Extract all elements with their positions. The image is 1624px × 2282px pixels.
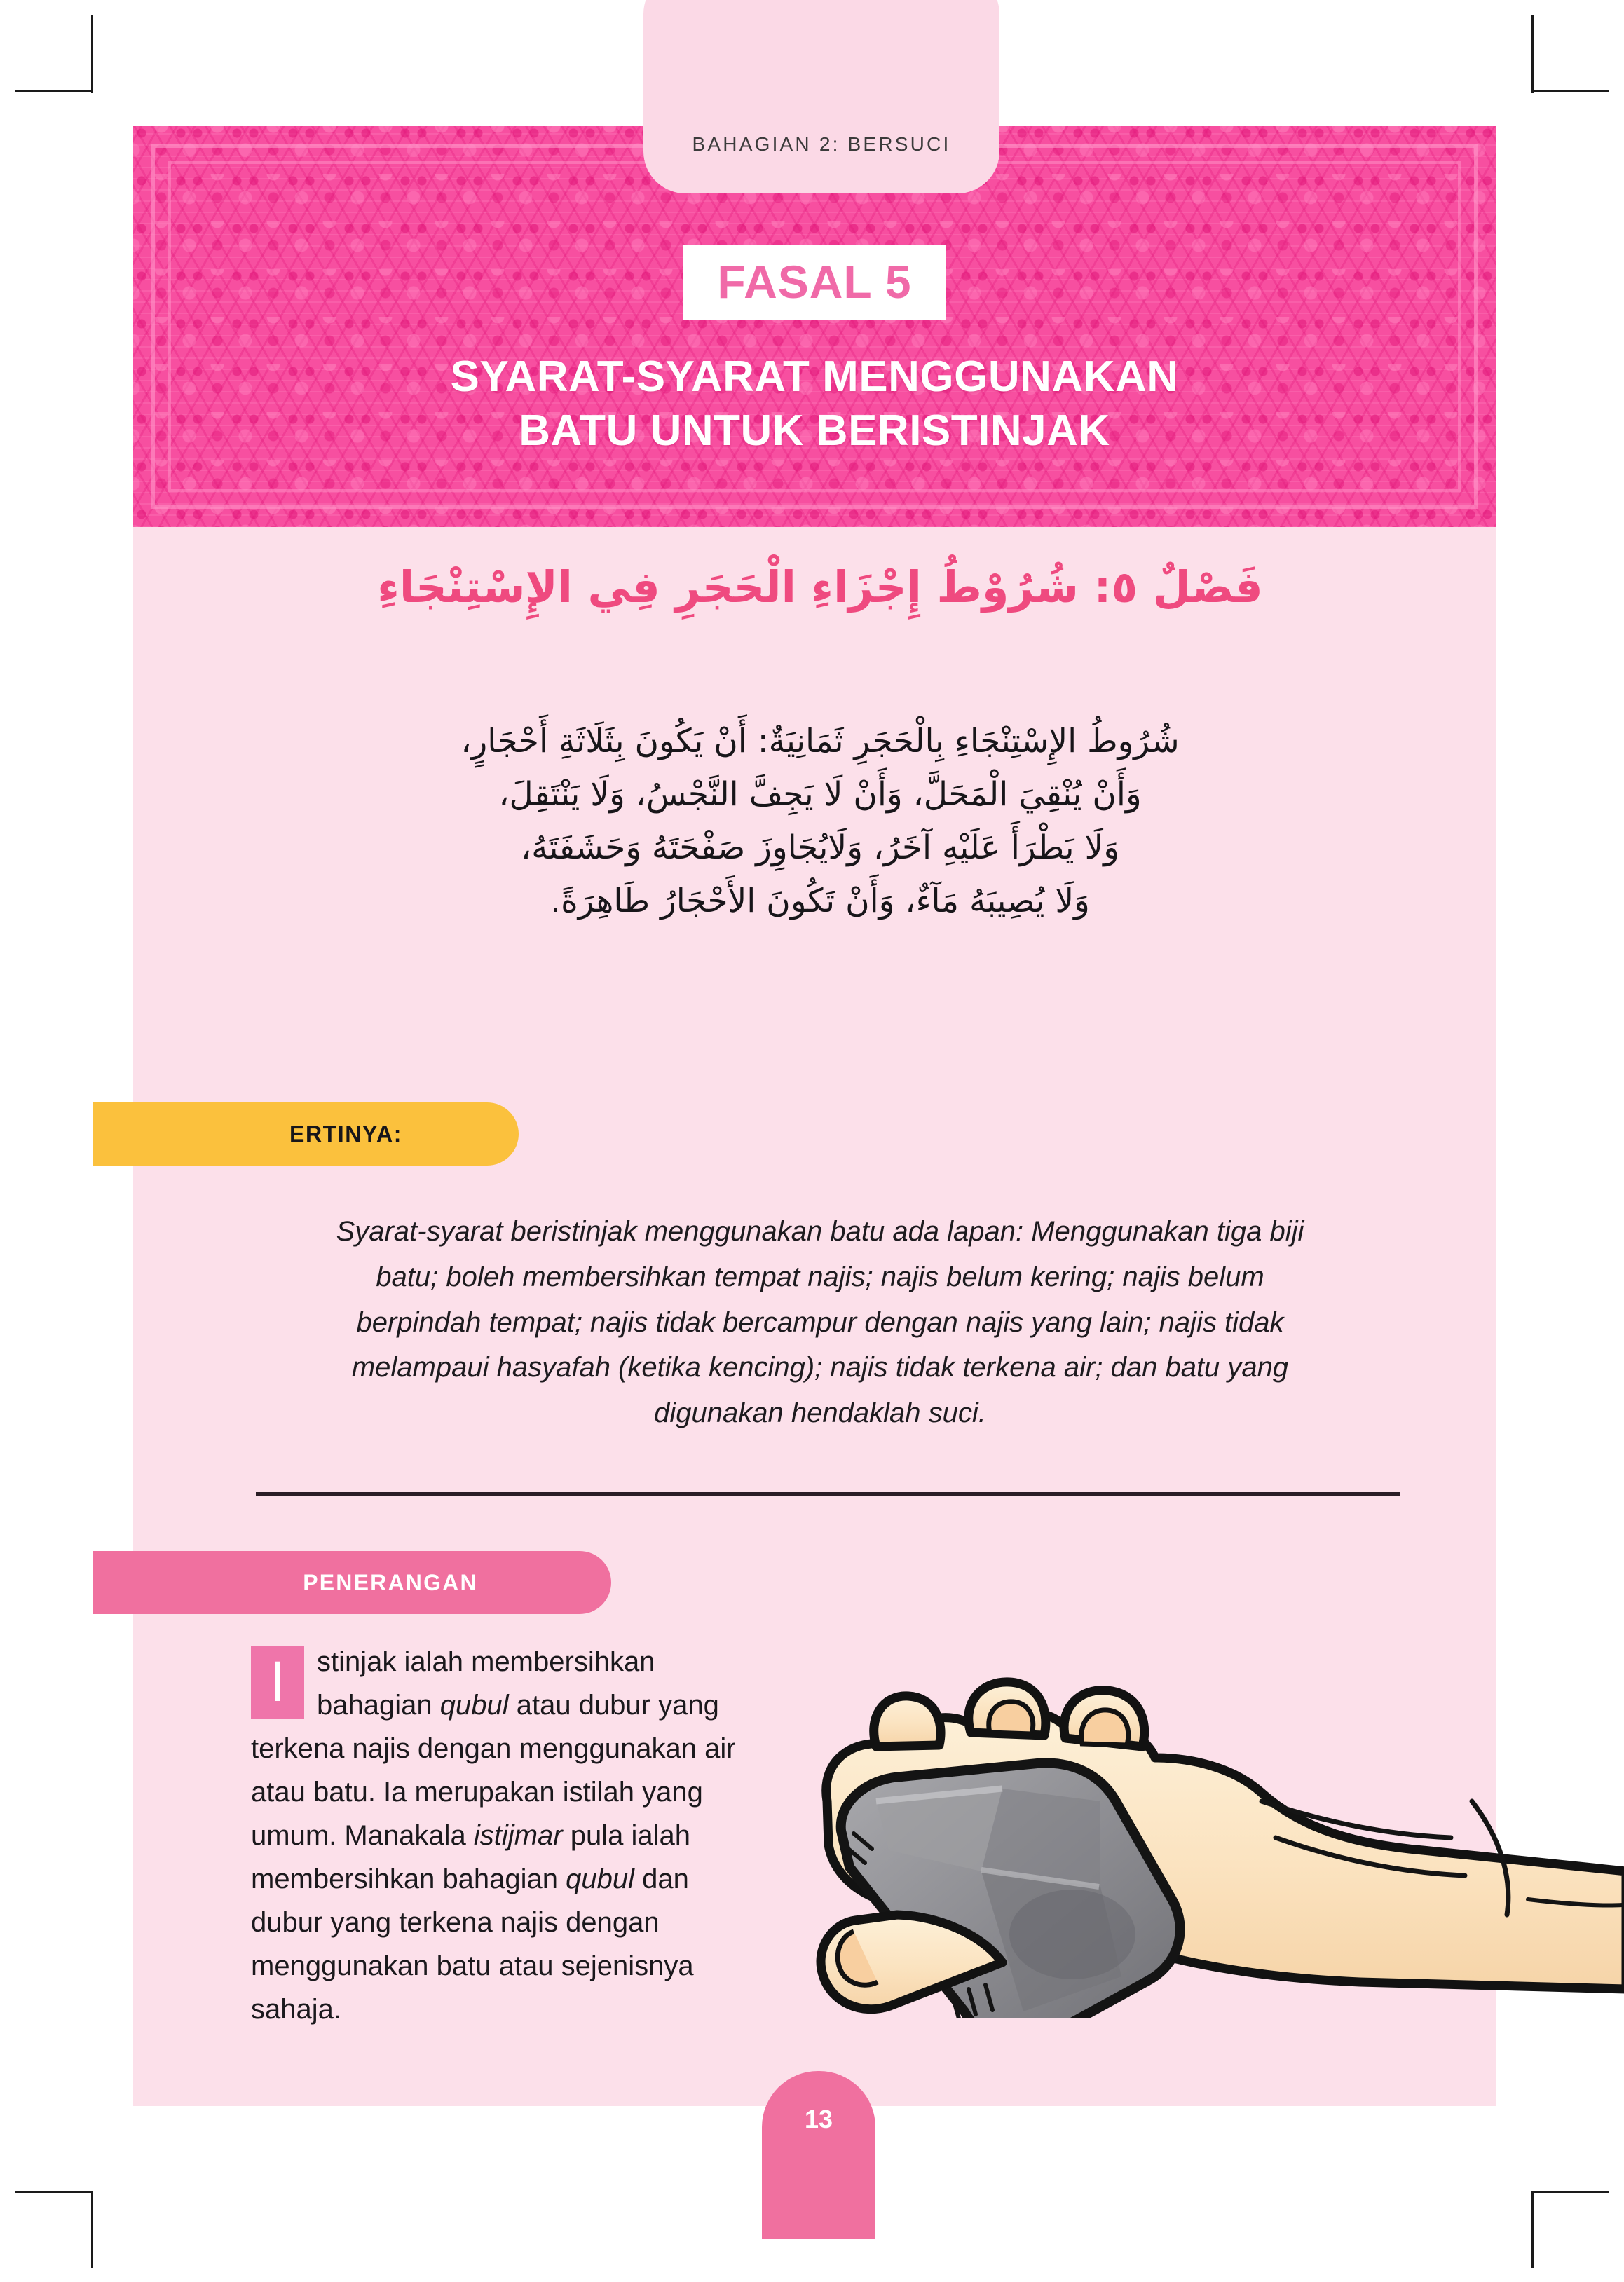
chapter-number-chip: FASAL 5 xyxy=(683,245,945,320)
page-number-tab xyxy=(762,2071,875,2239)
crop-mark-bottom-right-v xyxy=(1531,2191,1534,2268)
crop-mark-bottom-left-v xyxy=(91,2191,93,2268)
penerangan-italic-qubul-2: qubul xyxy=(566,1864,635,1894)
penerangan-part-1: stinjak ialah membersihkan bahagian xyxy=(317,1646,655,1721)
crop-mark-top-left-h xyxy=(15,90,93,92)
running-head-tab xyxy=(643,0,999,193)
page-title xyxy=(450,350,1178,458)
arabic-body-line: وَأَنْ يُنْقِيَ الْمَحَلَّ، وَأَنْ لَا يَجِفَّ النَّجْسُ، وَلَا يَنْتَقِلَ، xyxy=(498,775,1142,814)
arabic-body-line: شُرُوطُ الإِسْتِنْجَاءِ بِالْحَجَرِ ثَمَانِيَةٌ: أَنْ يَكُونَ بِثَلَاثَةِ أَحْجَارٍ، xyxy=(460,722,1180,760)
crop-mark-bottom-right-h xyxy=(1531,2191,1609,2193)
crop-mark-top-left-v xyxy=(91,15,93,93)
running-head-label: BAHAGIAN 2: BERSUCI xyxy=(692,133,951,155)
penerangan-part-2: atau dubur yang terkena najis dengan menggunakan air atau batu. Ia merupakan istilah yang umum. Manakala xyxy=(251,1690,736,1851)
penerangan-italic-istijmar: istijmar xyxy=(473,1820,563,1851)
penerangan-part-4: dan dubur yang terkena najis dengan menggunakan batu atau sejenisnya sahaja. xyxy=(251,1864,694,2025)
drop-cap: I xyxy=(251,1646,304,1719)
page-title-line-1: SYARAT-SYARAT MENGGUNAKAN xyxy=(450,352,1179,401)
penerangan-part-3: pula ialah membersihkan bahagian xyxy=(251,1820,690,1894)
ertinya-badge-label: ERTINYA: xyxy=(289,1121,402,1147)
page-title-line-2: BATU UNTUK BERISTINJAK xyxy=(519,406,1110,455)
page-number: 13 xyxy=(804,2105,833,2133)
penerangan-italic-qubul-1: qubul xyxy=(439,1690,509,1721)
crop-mark-top-right-v xyxy=(1531,15,1534,93)
arabic-body-line: وَلَا يَطْرَأَ عَلَيْهِ آخَرُ، وَلَايُجَاوِزَ صَفْحَتَهُ وَحَشَفَتَهُ، xyxy=(520,828,1119,868)
penerangan-badge xyxy=(93,1551,611,1614)
ertinya-badge xyxy=(93,1102,519,1166)
penerangan-body xyxy=(251,1640,756,2031)
arabic-heading: فَصْلٌ ٥: شُرُوْطُ إِجْزَاءِ الْحَجَرِ فِي الإِسْتِنْجَاءِ xyxy=(377,561,1263,613)
section-divider xyxy=(256,1492,1400,1496)
penerangan-badge-label: PENERANGAN xyxy=(303,1569,478,1595)
arabic-body-line: وَلَا يُصِيبَهُ مَآءٌ، وَأَنْ تَكُونَ الأَحْجَارُ طَاهِرَةً. xyxy=(550,882,1090,921)
translation-text: Syarat-syarat beristinjak menggunakan batu ada lapan: Menggunakan tiga biji batu; boleh membersihkan tempat najis; najis belum kering; najis belum berpindah tempat; najis tidak bercampur dengan najis yang lain; najis tidak melampaui hasyafah (ketika kencing); najis tidak terkena air; dan batu yang digunakan hendaklah suci. xyxy=(336,1216,1304,1429)
crop-mark-bottom-left-h xyxy=(15,2191,93,2193)
arabic-body xyxy=(231,715,1409,929)
crop-mark-top-right-h xyxy=(1531,90,1609,92)
